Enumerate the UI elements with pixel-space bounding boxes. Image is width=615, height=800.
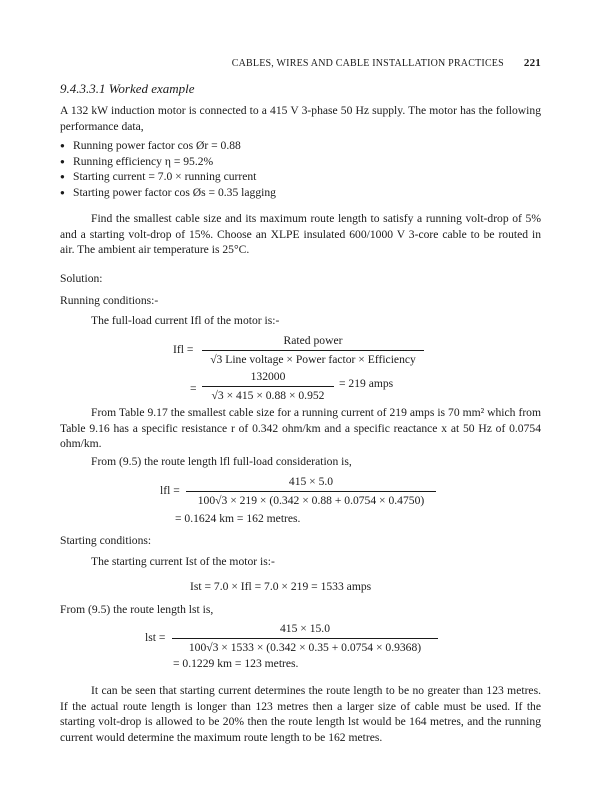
conclusion-paragraph: It can be seen that starting current determines the route length to be no greater than 123 metres. If the actual route length is longer than 123 metres then a larger size of cable must be used. If the starting volt-drop is allowed to be 20% then the route length lst would be 164 metres, and the running current would determine the maximum route length to be 162 metres.: [60, 684, 541, 744]
eq2-denominator: √3 × 415 × 0.88 × 0.952: [202, 386, 334, 403]
eq3-lhs: lfl =: [160, 484, 180, 497]
eq5-denominator: 100√3 × 1533 × (0.342 × 0.35 + 0.0754 × 0.9368): [172, 638, 438, 655]
task-paragraph: Find the smallest cable size and its maximum route length to satisfy a running volt-drop of 5% and a starting volt-drop of 15%. Choose an XLPE insulated 600/1000 V 3-core cable to be routed in air. The ambient air temperature is 25°C.: [60, 212, 541, 257]
performance-data-list: [60, 138, 276, 200]
eq5-fraction: [172, 621, 438, 655]
eq4: Ist = 7.0 × Ifl = 7.0 × 219 = 1533 amps: [190, 580, 372, 593]
list-item: ● Running power factor cos Ør = 0.88: [60, 138, 276, 154]
eq3-fraction: [186, 474, 436, 508]
section-title: Worked example: [108, 81, 195, 96]
eq1-lhs: Ifl =: [173, 343, 194, 356]
eq3-result: = 0.1624 km = 162 metres.: [175, 512, 301, 525]
running-conditions-label: Running conditions:-: [60, 294, 159, 307]
eq5-result: = 0.1229 km = 123 metres.: [173, 657, 299, 670]
solution-label: Solution:: [60, 272, 103, 285]
intro-paragraph: A 132 kW induction motor is connected to a 415 V 3-phase 50 Hz supply. The motor has the following performance data,: [60, 104, 541, 133]
eq3-numerator: 415 × 5.0: [288, 475, 334, 488]
st-intro: The starting current Ist of the motor is:-: [91, 555, 275, 568]
section-heading: [60, 81, 195, 96]
eq1-numerator: Rated power: [283, 334, 343, 347]
eq3-denominator: 100√3 × 219 × (0.342 × 0.88 + 0.0754 × 0.4750): [186, 491, 436, 508]
running-title: CABLES, WIRES AND CABLE INSTALLATION PRACTICES: [231, 58, 504, 69]
table-paragraph: From Table 9.17 the smallest cable size for a running current of 219 amps is 70 mm² which from Table 9.16 has a specific resistance r of 0.342 ohm/km and a specific reactance x at 50 Hz of 0.0754 ohm/km.: [60, 406, 541, 451]
eq5-numerator: 415 × 15.0: [279, 622, 330, 635]
eq5-lhs: lst =: [145, 631, 166, 644]
flc-intro: The full-load current Ifl of the motor is:-: [91, 314, 280, 327]
running-header: [232, 57, 541, 69]
starting-conditions-label: Starting conditions:: [60, 534, 152, 547]
route-fl-intro: From (9.5) the route length lfl full-load consideration is,: [91, 455, 352, 468]
eq2-lhs: =: [190, 382, 197, 395]
list-item: ● Starting power factor cos Øs = 0.35 lagging: [60, 185, 276, 201]
eq1-denominator: √3 Line voltage × Power factor × Efficiency: [202, 350, 424, 367]
eq1-fraction: [202, 333, 424, 367]
list-item: ● Running efficiency η = 95.2%: [60, 154, 276, 170]
route-st-intro: From (9.5) the route length lst is,: [60, 603, 214, 616]
list-item: ● Starting current = 7.0 × running current: [60, 169, 276, 185]
eq2-fraction: [202, 369, 334, 403]
section-number: 9.4.3.3.1: [60, 81, 106, 96]
eq2-result: = 219 amps: [339, 377, 394, 390]
eq2-numerator: 132000: [250, 370, 286, 383]
page-number: 221: [523, 57, 541, 69]
